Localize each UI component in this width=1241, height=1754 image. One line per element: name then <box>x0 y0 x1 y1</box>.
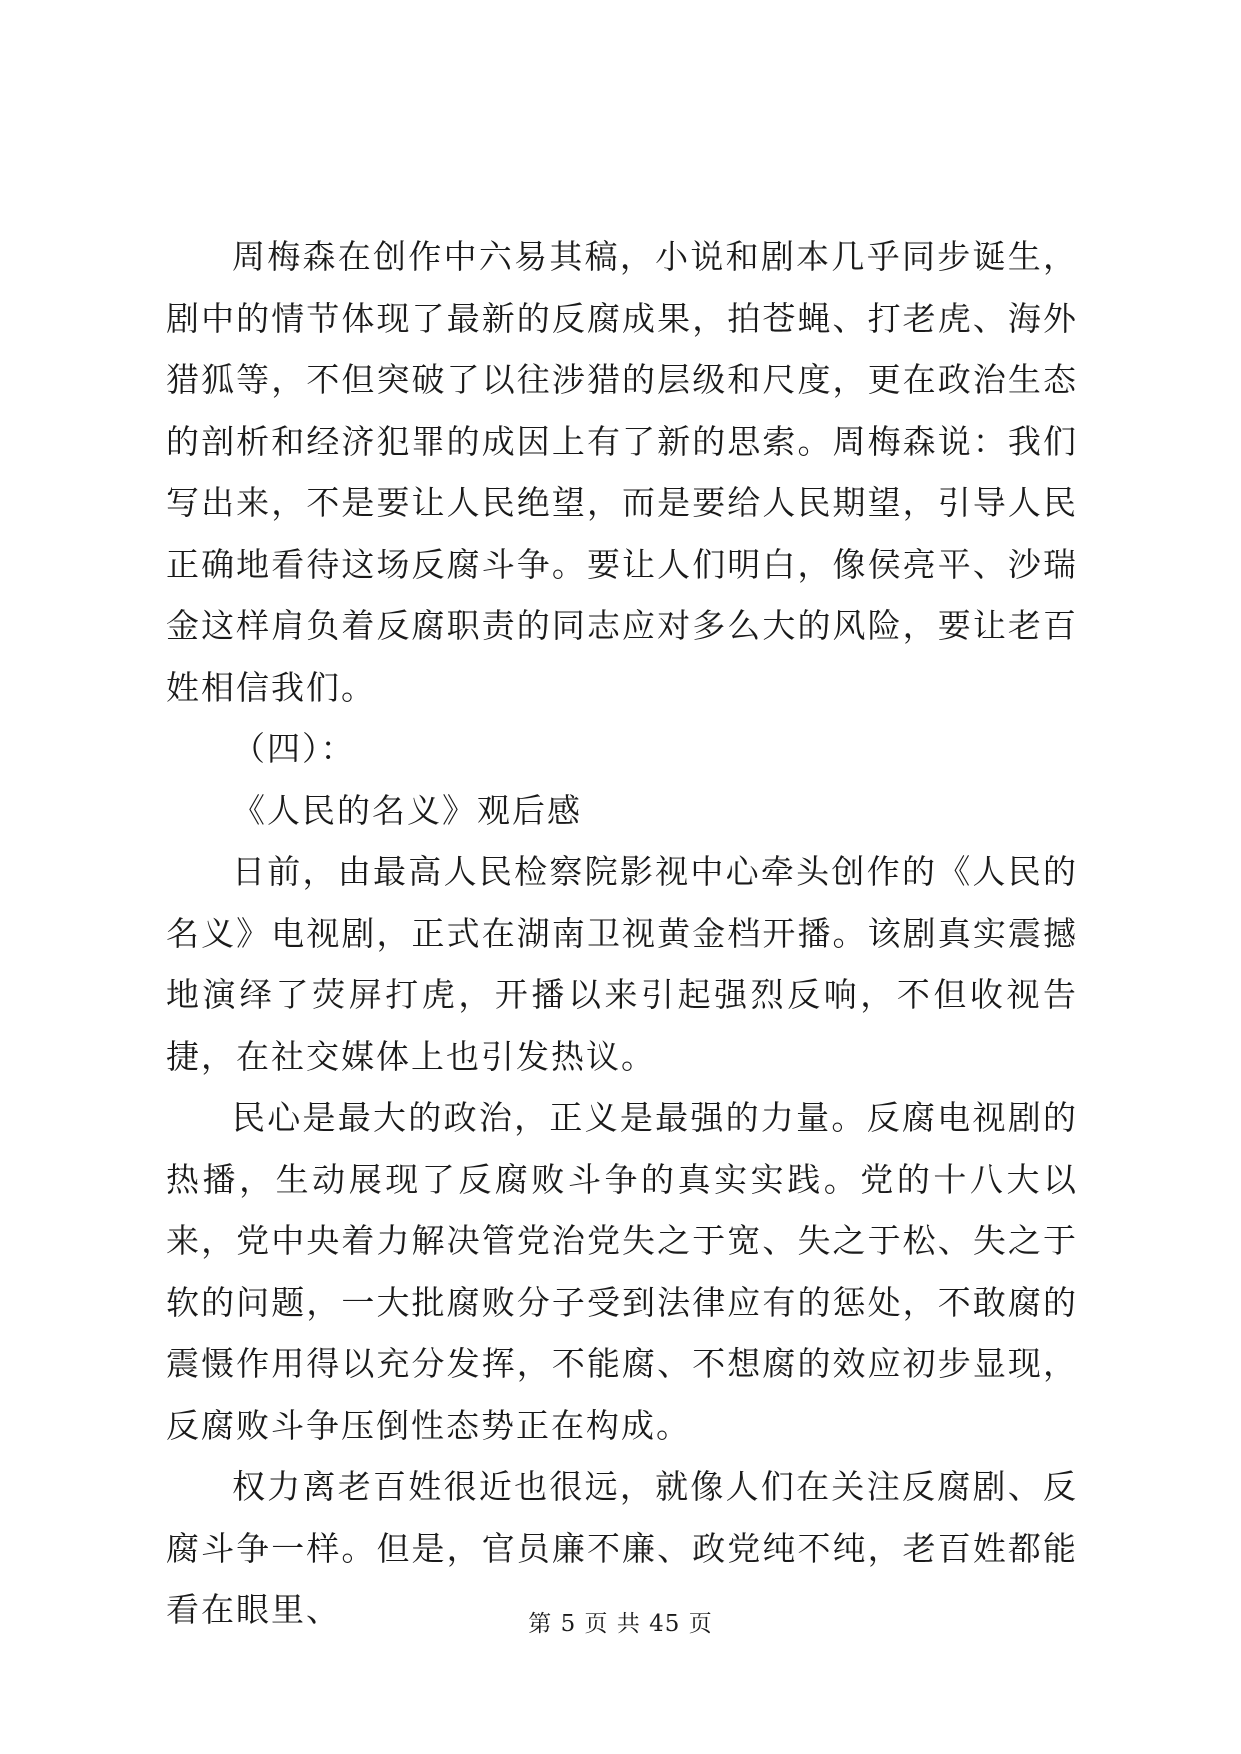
page-number: 第 5 页 共 45 页 <box>528 1611 713 1637</box>
page-footer <box>0 1609 1241 1639</box>
paragraph-4: 权力离老百姓很近也很远，就像人们在关注反腐剧、反腐斗争一样。但是，官员廉不廉、政党纯不纯，老百姓都能看在眼里、 <box>166 1467 1078 1629</box>
section-title: 《人民的名义》观后感 <box>232 790 582 830</box>
paragraph-3: 民心是最大的政治，正义是最强的力量。反腐电视剧的热播，生动展现了反腐败斗争的真实实践。党的十八大以来，党中央着力解决管党治党失之于宽、失之于松、失之于软的问题，一大批腐败分子受到法律应有的惩处，不敢腐的震慑作用得以充分发挥，不能腐、不想腐的效应初步显现，反腐败斗争压倒性态势正在构成。 <box>166 1098 1078 1445</box>
paragraph-2: 日前，由最高人民检察院影视中心牵头创作的《人民的名义》电视剧，正式在湖南卫视黄金档开播。该剧真实震撼地演绎了荧屏打虎，开播以来引起强烈反响，不但收视告捷，在社交媒体上也引发热议。 <box>166 852 1078 1076</box>
body-text <box>166 226 1078 1641</box>
paragraph-1: 周梅森在创作中六易其稿，小说和剧本几乎同步诞生，剧中的情节体现了最新的反腐成果，拍苍蝇、打老虎、海外猎狐等，不但突破了以往涉猎的层级和尺度，更在政治生态的剖析和经济犯罪的成因上有了新的思索。周梅森说：我们写出来，不是要让人民绝望，而是要给人民期望，引导人民正确地看待这场反腐斗争。要让人们明白，像侯亮平、沙瑞金这样肩负着反腐职责的同志应对多么大的风险，要让老百姓相信我们。 <box>166 237 1078 707</box>
section-number: （四）： <box>232 729 356 768</box>
